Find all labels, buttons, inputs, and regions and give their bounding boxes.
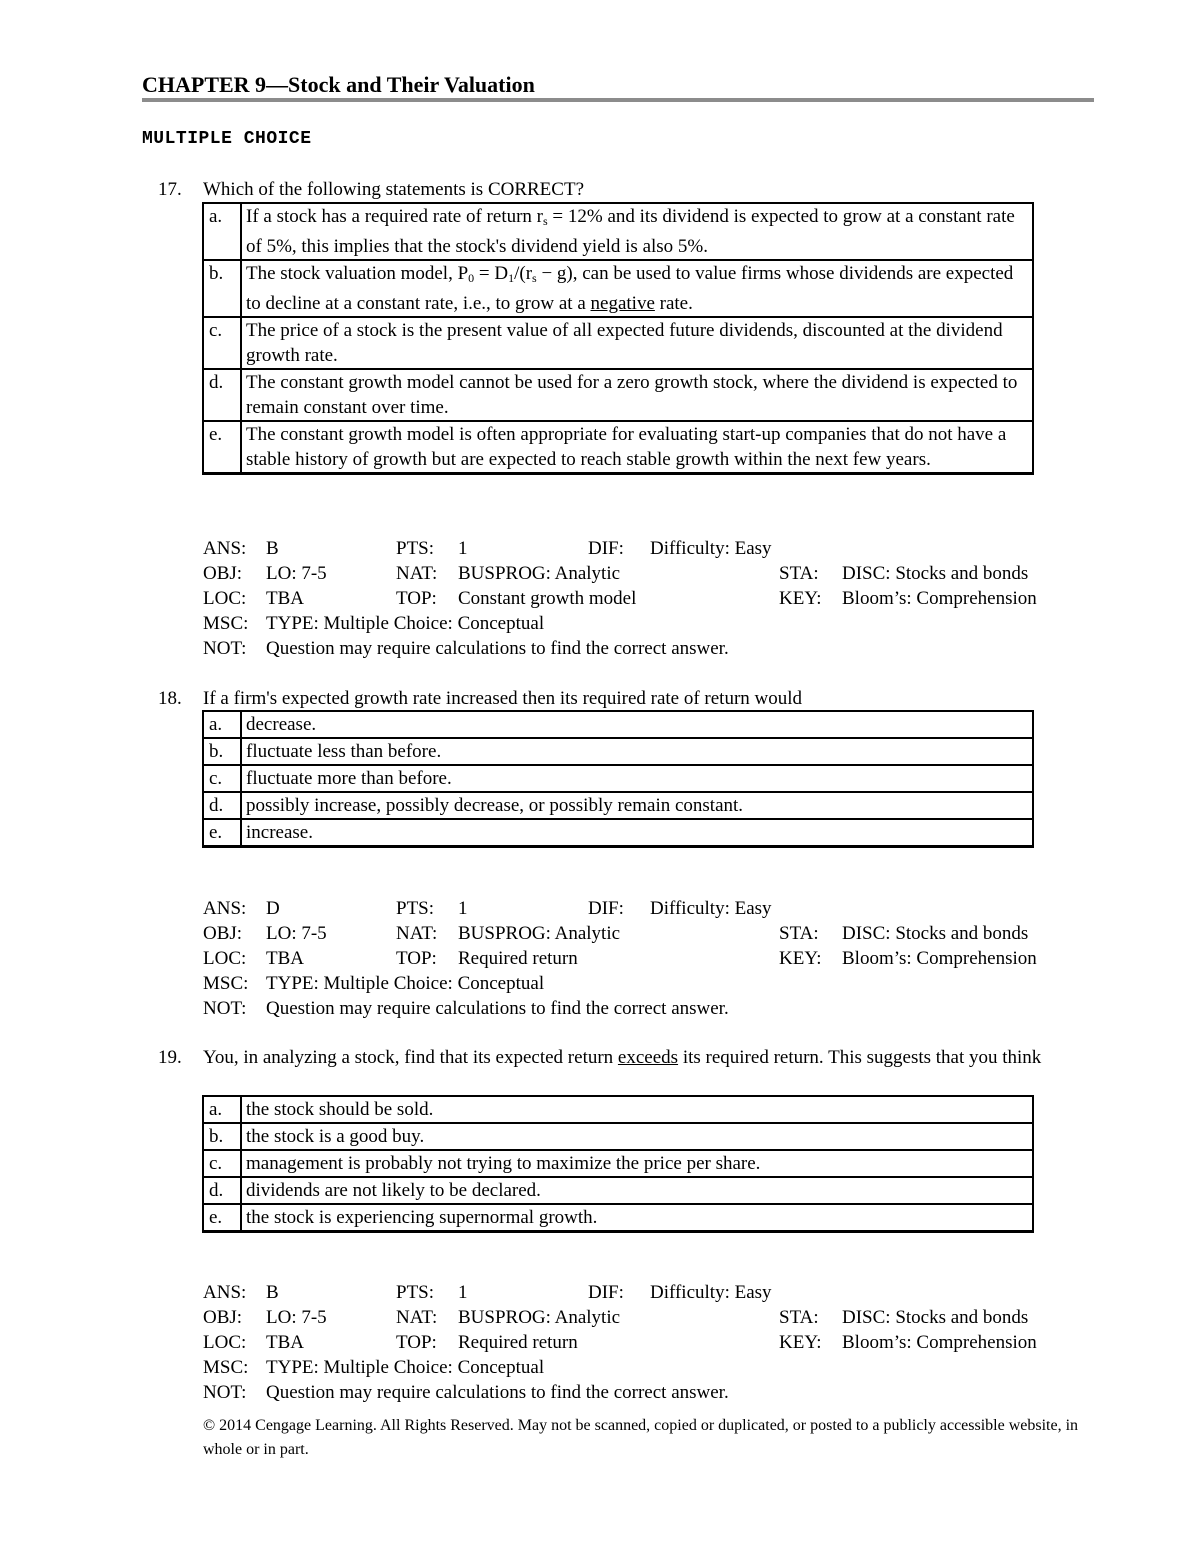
ans-value: D bbox=[266, 898, 280, 919]
sta-value: DISC: Stocks and bonds bbox=[842, 563, 1029, 584]
choice-row bbox=[203, 260, 1033, 317]
choice-text: possibly increase, possibly decrease, or possibly remain constant. bbox=[241, 792, 1033, 819]
msc-value: TYPE: Multiple Choice: Conceptual bbox=[266, 1357, 545, 1378]
pts-label: PTS: bbox=[396, 898, 435, 919]
answer-metadata bbox=[203, 896, 1083, 1021]
dif-value: Difficulty: Easy bbox=[650, 538, 772, 559]
choice-letter: e. bbox=[203, 1204, 241, 1232]
choice-letter: e. bbox=[203, 819, 241, 847]
obj-value: LO: 7-5 bbox=[266, 923, 327, 944]
choice-text: the stock is a good buy. bbox=[241, 1123, 1033, 1150]
choice-text: fluctuate less than before. bbox=[241, 738, 1033, 765]
sta-value: DISC: Stocks and bonds bbox=[842, 1307, 1029, 1328]
obj-label: OBJ: bbox=[203, 1307, 243, 1328]
pts-value: 1 bbox=[458, 538, 468, 559]
choice-text: the stock should be sold. bbox=[241, 1096, 1033, 1123]
question-number: 17. bbox=[158, 179, 182, 200]
choice-text: The constant growth model cannot be used for a zero growth stock, where the dividend is expected to remain constant over time. bbox=[241, 369, 1033, 421]
question-number: 18. bbox=[158, 688, 182, 709]
choice-text: The constant growth model is often appropriate for evaluating start-up companies that do not have a stable history of growth but are expected to reach stable growth within the next few years. bbox=[241, 421, 1033, 474]
choice-row bbox=[203, 317, 1033, 369]
dif-label: DIF: bbox=[588, 1282, 624, 1303]
msc-label: MSC: bbox=[203, 613, 249, 634]
top-label: TOP: bbox=[396, 948, 437, 969]
choice-row bbox=[203, 1123, 1033, 1150]
choice-letter: d. bbox=[203, 1177, 241, 1204]
top-value: Constant growth model bbox=[458, 588, 637, 609]
choice-letter: a. bbox=[203, 711, 241, 738]
loc-label: LOC: bbox=[203, 588, 247, 609]
choice-text: fluctuate more than before. bbox=[241, 765, 1033, 792]
choice-row bbox=[203, 711, 1033, 738]
question-stem: If a firm's expected growth rate increased then its required rate of return would bbox=[203, 688, 803, 709]
key-label: KEY: bbox=[779, 1332, 822, 1353]
choice-row bbox=[203, 203, 1033, 260]
not-label: NOT: bbox=[203, 998, 247, 1019]
choice-text: The price of a stock is the present value of all expected future dividends, discounted at the dividend growth rate. bbox=[241, 317, 1033, 369]
chapter-title: CHAPTER 9—Stock and Their Valuation bbox=[142, 72, 535, 97]
choice-letter: a. bbox=[203, 203, 241, 260]
question-stem: You, in analyzing a stock, find that its expected return exceeds its required return. This suggests that you think bbox=[203, 1047, 1042, 1068]
loc-value: TBA bbox=[266, 948, 304, 969]
nat-value: BUSPROG: Analytic bbox=[458, 923, 621, 944]
choice-text: decrease. bbox=[241, 711, 1033, 738]
nat-value: BUSPROG: Analytic bbox=[458, 563, 621, 584]
choice-row bbox=[203, 1096, 1033, 1123]
loc-label: LOC: bbox=[203, 948, 247, 969]
choice-letter: c. bbox=[203, 317, 241, 369]
title-rule bbox=[142, 98, 1094, 102]
nat-value: BUSPROG: Analytic bbox=[458, 1307, 621, 1328]
not-label: NOT: bbox=[203, 1382, 247, 1403]
sta-label: STA: bbox=[779, 923, 819, 944]
top-value: Required return bbox=[458, 1332, 578, 1353]
dif-label: DIF: bbox=[588, 538, 624, 559]
sta-label: STA: bbox=[779, 1307, 819, 1328]
msc-label: MSC: bbox=[203, 973, 249, 994]
choice-row bbox=[203, 792, 1033, 819]
choice-text: If a stock has a required rate of return $r_s = 12\%$ and its dividend is expected to grow at a constant rate of 5%, this implies that the stock's dividend yield is also 5%. bbox=[241, 203, 1033, 260]
choice-letter: b. bbox=[203, 738, 241, 765]
not-value: Question may require calculations to find the correct answer. bbox=[266, 1382, 729, 1403]
choices-table bbox=[202, 1095, 1034, 1233]
choice-row bbox=[203, 819, 1033, 847]
key-value: Bloom’s: Comprehension bbox=[842, 948, 1037, 969]
msc-value: TYPE: Multiple Choice: Conceptual bbox=[266, 613, 545, 634]
answer-metadata bbox=[203, 536, 1083, 661]
loc-value: TBA bbox=[266, 588, 304, 609]
ans-label: ANS: bbox=[203, 538, 247, 559]
pts-value: 1 bbox=[458, 898, 468, 919]
choice-letter: b. bbox=[203, 260, 241, 317]
choice-text: dividends are not likely to be declared. bbox=[241, 1177, 1033, 1204]
key-label: KEY: bbox=[779, 588, 822, 609]
loc-value: TBA bbox=[266, 1332, 304, 1353]
choice-letter: b. bbox=[203, 1123, 241, 1150]
choice-letter: d. bbox=[203, 369, 241, 421]
msc-value: TYPE: Multiple Choice: Conceptual bbox=[266, 973, 545, 994]
section-title: MULTIPLE CHOICE bbox=[142, 129, 312, 149]
nat-label: NAT: bbox=[396, 923, 438, 944]
choice-letter: c. bbox=[203, 765, 241, 792]
key-value: Bloom’s: Comprehension bbox=[842, 588, 1037, 609]
dif-value: Difficulty: Easy bbox=[650, 1282, 772, 1303]
answer-metadata bbox=[203, 1280, 1083, 1405]
not-label: NOT: bbox=[203, 638, 247, 659]
choice-text: increase. bbox=[241, 819, 1033, 847]
choice-letter: d. bbox=[203, 792, 241, 819]
choice-text: the stock is experiencing supernormal growth. bbox=[241, 1204, 1033, 1232]
obj-label: OBJ: bbox=[203, 923, 243, 944]
sta-label: STA: bbox=[779, 563, 819, 584]
choice-letter: e. bbox=[203, 421, 241, 474]
pts-value: 1 bbox=[458, 1282, 468, 1303]
choice-row bbox=[203, 738, 1033, 765]
choices-table bbox=[202, 202, 1034, 475]
not-value: Question may require calculations to find the correct answer. bbox=[266, 638, 729, 659]
dif-value: Difficulty: Easy bbox=[650, 898, 772, 919]
sta-value: DISC: Stocks and bonds bbox=[842, 923, 1029, 944]
ans-value: B bbox=[266, 1282, 279, 1303]
ans-label: ANS: bbox=[203, 1282, 247, 1303]
top-value: Required return bbox=[458, 948, 578, 969]
ans-value: B bbox=[266, 538, 279, 559]
nat-label: NAT: bbox=[396, 563, 438, 584]
pts-label: PTS: bbox=[396, 1282, 435, 1303]
choice-letter: a. bbox=[203, 1096, 241, 1123]
question-number: 19. bbox=[158, 1047, 182, 1068]
choice-row bbox=[203, 1204, 1033, 1232]
loc-label: LOC: bbox=[203, 1332, 247, 1353]
choice-letter: c. bbox=[203, 1150, 241, 1177]
choice-row bbox=[203, 765, 1033, 792]
choice-row bbox=[203, 369, 1033, 421]
dif-label: DIF: bbox=[588, 898, 624, 919]
top-label: TOP: bbox=[396, 1332, 437, 1353]
pts-label: PTS: bbox=[396, 538, 435, 559]
copyright-notice: © 2014 Cengage Learning. All Rights Reserved. May not be scanned, copied or duplicated, or posted to a publicly accessible website, in whole or in part. bbox=[203, 1417, 1079, 1458]
key-label: KEY: bbox=[779, 948, 822, 969]
choice-text: The stock valuation model, $P_0 = D_1/(r_s - g)$, can be used to value firms whose dividends are expected to decline at a constant rate, i.e., to grow at a negative rate. bbox=[241, 260, 1033, 317]
top-label: TOP: bbox=[396, 588, 437, 609]
choice-row bbox=[203, 1177, 1033, 1204]
choice-row bbox=[203, 1150, 1033, 1177]
choice-row bbox=[203, 421, 1033, 474]
question-stem: Which of the following statements is CORRECT? bbox=[203, 179, 585, 200]
obj-value: LO: 7-5 bbox=[266, 563, 327, 584]
key-value: Bloom’s: Comprehension bbox=[842, 1332, 1037, 1353]
msc-label: MSC: bbox=[203, 1357, 249, 1378]
not-value: Question may require calculations to find the correct answer. bbox=[266, 998, 729, 1019]
choices-table bbox=[202, 710, 1034, 848]
ans-label: ANS: bbox=[203, 898, 247, 919]
choice-text: management is probably not trying to maximize the price per share. bbox=[241, 1150, 1033, 1177]
obj-value: LO: 7-5 bbox=[266, 1307, 327, 1328]
nat-label: NAT: bbox=[396, 1307, 438, 1328]
obj-label: OBJ: bbox=[203, 563, 243, 584]
